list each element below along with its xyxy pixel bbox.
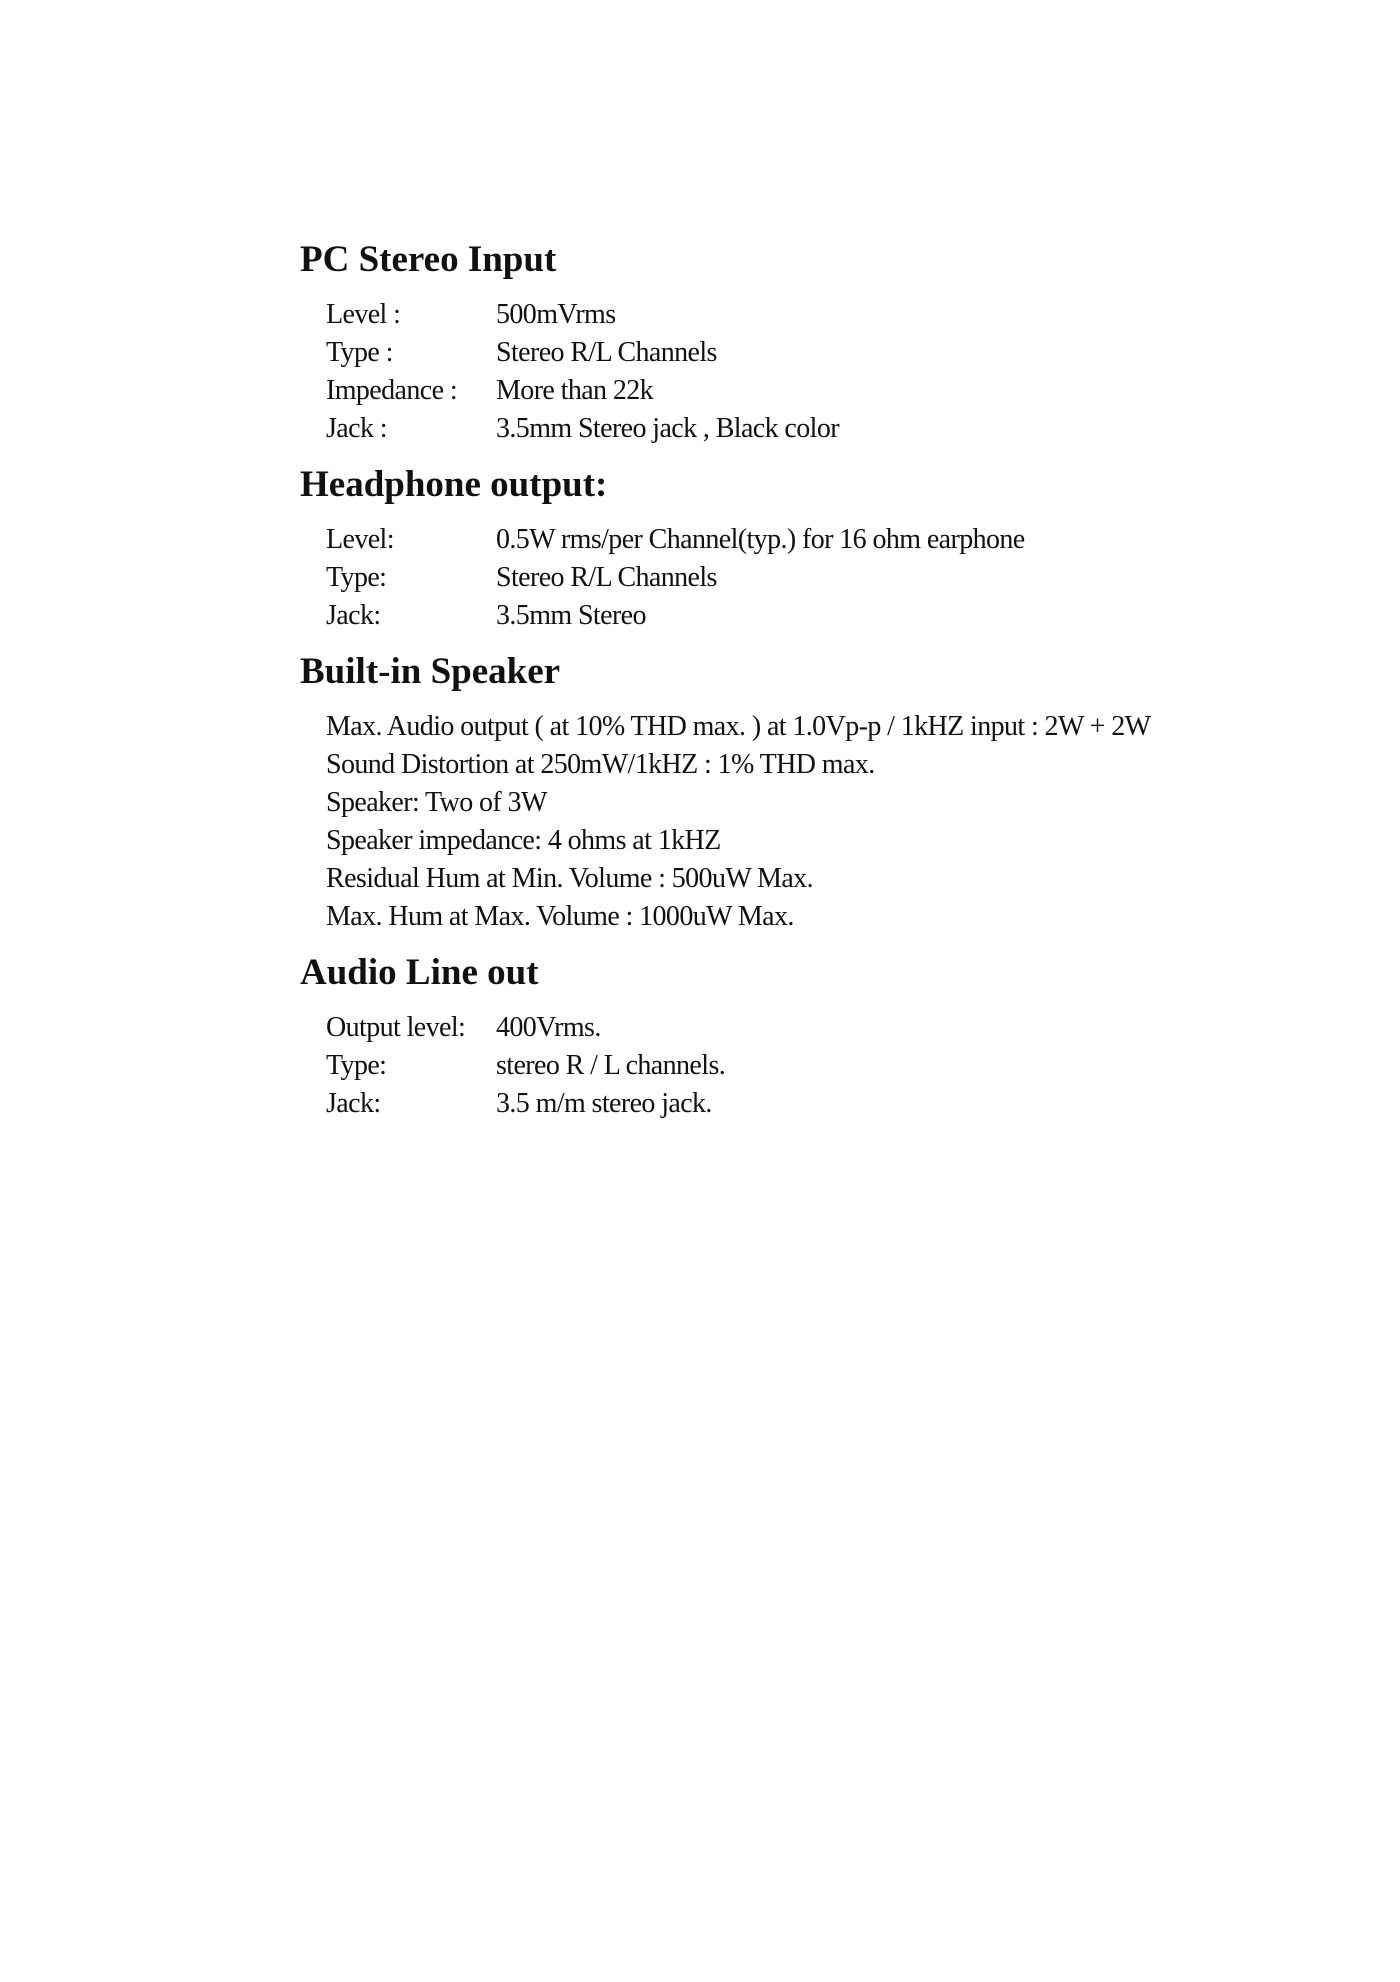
spec-label: Level: bbox=[326, 524, 394, 555]
spec-list bbox=[326, 1009, 1300, 1123]
spec-line: Max. Hum at Max. Volume : 1000uW Max. bbox=[326, 901, 794, 932]
section-audio-line-out bbox=[300, 953, 1300, 1123]
spec-label: Jack: bbox=[326, 1088, 381, 1119]
spec-line: Speaker: Two of 3W bbox=[326, 787, 547, 818]
spec-line: Sound Distortion at 250mW/1kHZ : 1% THD max. bbox=[326, 749, 875, 780]
section-built-in-speaker bbox=[300, 652, 1300, 936]
spec-row bbox=[326, 296, 1300, 334]
spec-value: 0.5W rms/per Channel(typ.) for 16 ohm earphone bbox=[496, 524, 1025, 555]
spec-value: More than 22k bbox=[496, 375, 654, 406]
spec-label: Type : bbox=[326, 337, 393, 368]
spec-line: Speaker impedance: 4 ohms at 1kHZ bbox=[326, 825, 721, 856]
section-heading: Audio Line out bbox=[300, 952, 539, 993]
spec-row bbox=[326, 597, 1300, 635]
section-pc-stereo-input bbox=[300, 240, 1300, 448]
spec-value: Stereo R/L Channels bbox=[496, 562, 717, 593]
section-heading: Headphone output: bbox=[300, 464, 608, 505]
spec-row bbox=[326, 1085, 1300, 1123]
spec-row bbox=[326, 1009, 1300, 1047]
spec-line: Max. Audio output ( at 10% THD max. ) at 1.0Vp-p / 1kHZ input : 2W + 2W bbox=[326, 711, 1151, 742]
spec-value: 3.5mm Stereo bbox=[496, 600, 646, 631]
spec-label: Type: bbox=[326, 562, 387, 593]
spec-value: 500mVrms bbox=[496, 299, 616, 330]
spec-list bbox=[326, 521, 1300, 635]
section-heading: Built-in Speaker bbox=[300, 651, 561, 692]
spec-value: stereo R / L channels. bbox=[496, 1050, 726, 1081]
spec-value: 400Vrms. bbox=[496, 1012, 601, 1043]
spec-label: Level : bbox=[326, 299, 401, 330]
spec-value: 3.5 m/m stereo jack. bbox=[496, 1088, 712, 1119]
section-heading: PC Stereo Input bbox=[300, 239, 557, 280]
spec-value: Stereo R/L Channels bbox=[496, 337, 717, 368]
spec-row bbox=[326, 410, 1300, 448]
spec-row bbox=[326, 559, 1300, 597]
spec-value: 3.5mm Stereo jack , Black color bbox=[496, 413, 839, 444]
spec-label: Output level: bbox=[326, 1012, 466, 1043]
spec-line: Residual Hum at Min. Volume : 500uW Max. bbox=[326, 863, 813, 894]
spec-label: Impedance : bbox=[326, 375, 457, 406]
spec-list bbox=[326, 296, 1300, 448]
spec-row bbox=[326, 334, 1300, 372]
spec-list bbox=[326, 708, 1300, 936]
spec-row bbox=[326, 521, 1300, 559]
section-headphone-output bbox=[300, 465, 1300, 635]
spec-label: Jack: bbox=[326, 600, 381, 631]
spec-row bbox=[326, 1047, 1300, 1085]
spec-label: Type: bbox=[326, 1050, 387, 1081]
spec-row bbox=[326, 372, 1300, 410]
spec-label: Jack : bbox=[326, 413, 387, 444]
